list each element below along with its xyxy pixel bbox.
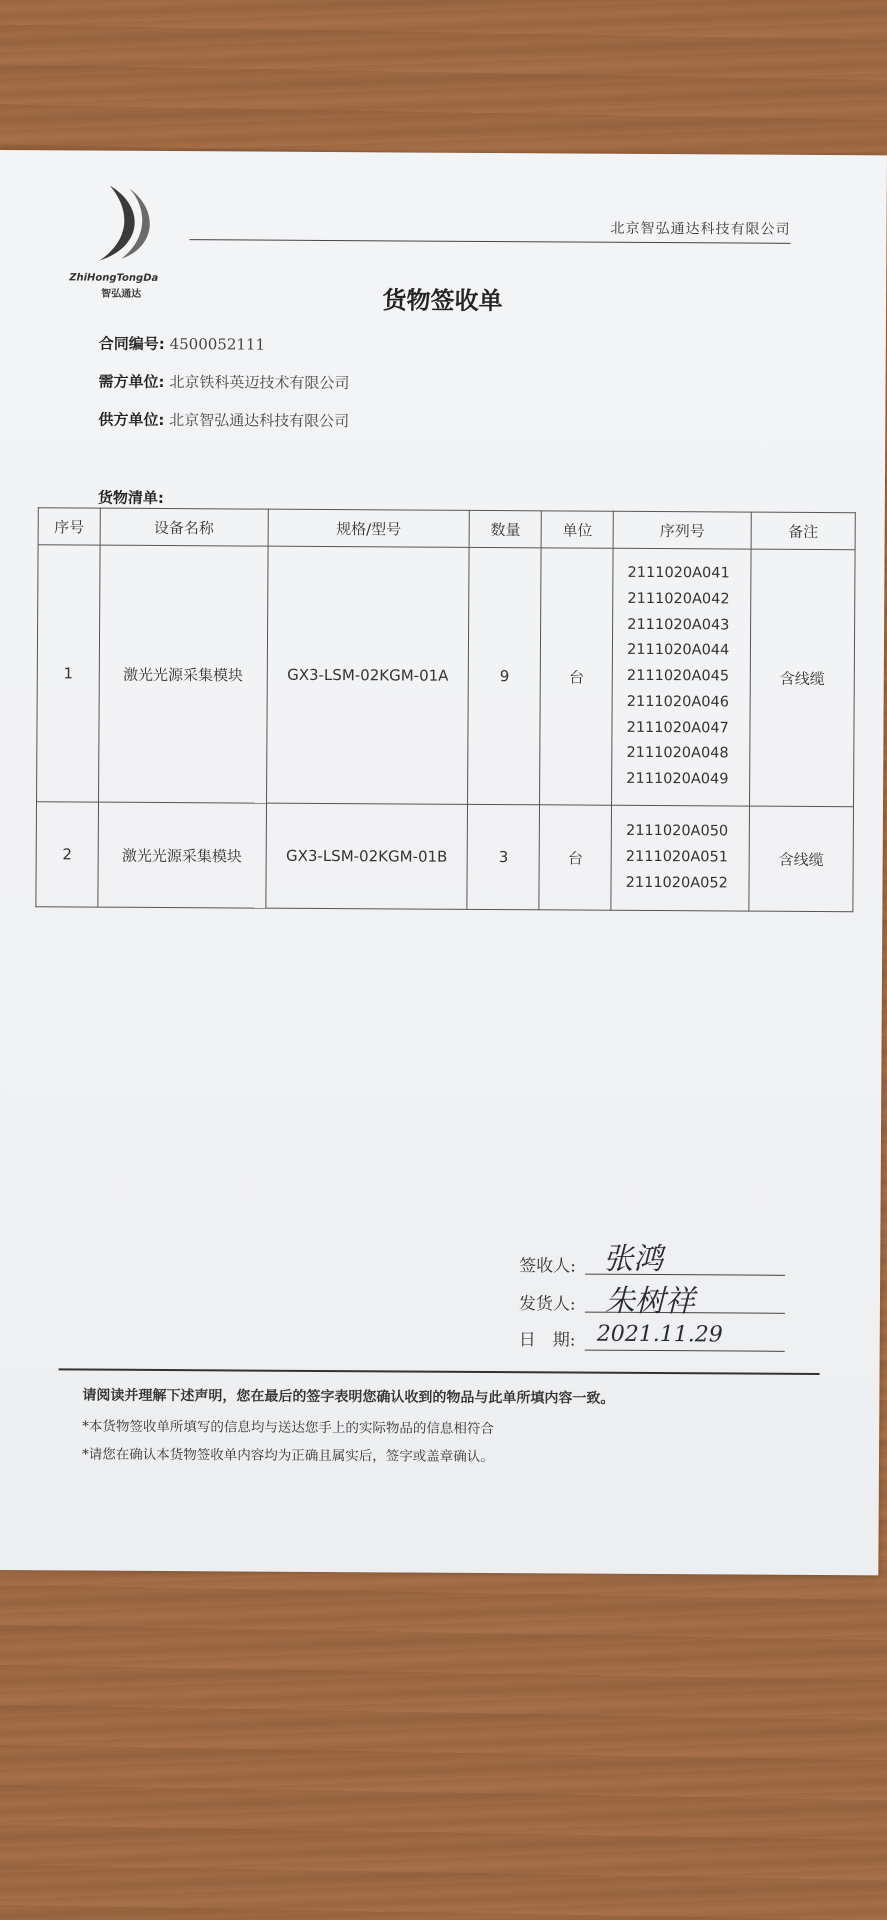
logo-chinese-text: 智弘通达	[101, 288, 142, 300]
delivery-receipt-paper	[0, 150, 887, 1575]
cell-model: GX3-LSM-02KGM-01A	[266, 546, 469, 804]
buyer-value: 北京铁科英迈技术有限公司	[169, 373, 350, 393]
cell-name: 激光光源采集模块	[98, 802, 266, 908]
declaration-line-1: *本货物签收单所填写的信息均与送达您手上的实际物品的信息相符合	[82, 1418, 494, 1438]
col-header-remark: 备注	[751, 512, 855, 550]
cell-no: 1	[37, 545, 100, 802]
cell-remark: 含线缆	[749, 806, 854, 912]
cell-no: 2	[36, 802, 99, 907]
contract-number-label: 合同编号:	[98, 334, 165, 354]
date-label: 日 期:	[518, 1330, 576, 1351]
table-row	[37, 545, 856, 807]
serial-number: 2111020A043	[627, 616, 730, 633]
buyer-field	[99, 371, 350, 394]
receiver-signature: 张鸿	[603, 1241, 664, 1278]
table-row	[36, 802, 854, 912]
buyer-label: 需方单位:	[98, 372, 165, 392]
cell-qty: 9	[468, 547, 541, 804]
date-handwritten: 2021.11.29	[596, 1321, 723, 1348]
document-title: 货物签收单	[382, 286, 503, 316]
col-header-no: 序号	[38, 508, 100, 545]
serial-number: 2111020A048	[626, 745, 729, 762]
cell-name: 激光光源采集模块	[98, 545, 267, 803]
cell-remark: 含线缆	[750, 549, 855, 807]
declaration-heading: 请阅读并理解下述声明，您在最后的签字表明您确认收到的物品与此单所填内容一致。	[82, 1387, 615, 1407]
serial-number: 2111020A049	[626, 771, 729, 788]
contract-number-field	[99, 333, 265, 355]
company-logo	[69, 180, 210, 300]
header-company-name: 北京智弘通达科技有限公司	[610, 220, 791, 238]
logo-swoosh-icon	[89, 181, 160, 271]
declaration-line-2: *请您在确认本货物签收单内容均为正确且属实后，签字或盖章确认。	[81, 1446, 494, 1466]
serial-number: 2111020A052	[625, 874, 728, 892]
sender-label: 发货人:	[518, 1294, 576, 1315]
col-header-unit: 单位	[541, 511, 613, 548]
header-divider	[189, 239, 790, 244]
cell-unit: 台	[539, 805, 612, 910]
serial-number: 2111020A046	[626, 693, 730, 711]
footer-divider	[59, 1368, 820, 1375]
serial-number: 2111020A042	[627, 590, 730, 608]
goods-list-label: 货物清单:	[97, 488, 164, 508]
serial-number: 2111020A047	[626, 719, 729, 737]
col-header-serials: 序列号	[613, 511, 751, 549]
table-header-row	[38, 508, 855, 550]
cell-serials	[611, 805, 750, 911]
cell-unit: 台	[540, 548, 613, 805]
serial-number: 2111020A045	[626, 667, 730, 685]
goods-table	[35, 507, 855, 912]
serial-number: 2111020A044	[627, 642, 730, 659]
contract-number-value: 4500052111	[169, 335, 266, 354]
serial-number: 2111020A041	[627, 564, 730, 582]
cell-model: GX3-LSM-02KGM-01B	[265, 803, 467, 909]
supplier-field	[98, 409, 349, 432]
supplier-label: 供方单位:	[98, 410, 165, 430]
serial-number: 2111020A051	[625, 848, 729, 866]
supplier-value: 北京智弘通达科技有限公司	[169, 411, 350, 431]
serial-number: 2111020A050	[625, 823, 729, 840]
receiver-label: 签收人:	[519, 1256, 576, 1277]
cell-qty: 3	[467, 804, 540, 909]
col-header-name: 设备名称	[100, 508, 268, 546]
col-header-model: 规格/型号	[268, 509, 470, 547]
date-line	[585, 1350, 785, 1352]
cell-serials	[612, 548, 752, 806]
sender-signature: 朱树祥	[604, 1283, 696, 1320]
col-header-qty: 数量	[469, 510, 541, 547]
logo-english-text: ZhiHongTongDa	[69, 272, 159, 284]
